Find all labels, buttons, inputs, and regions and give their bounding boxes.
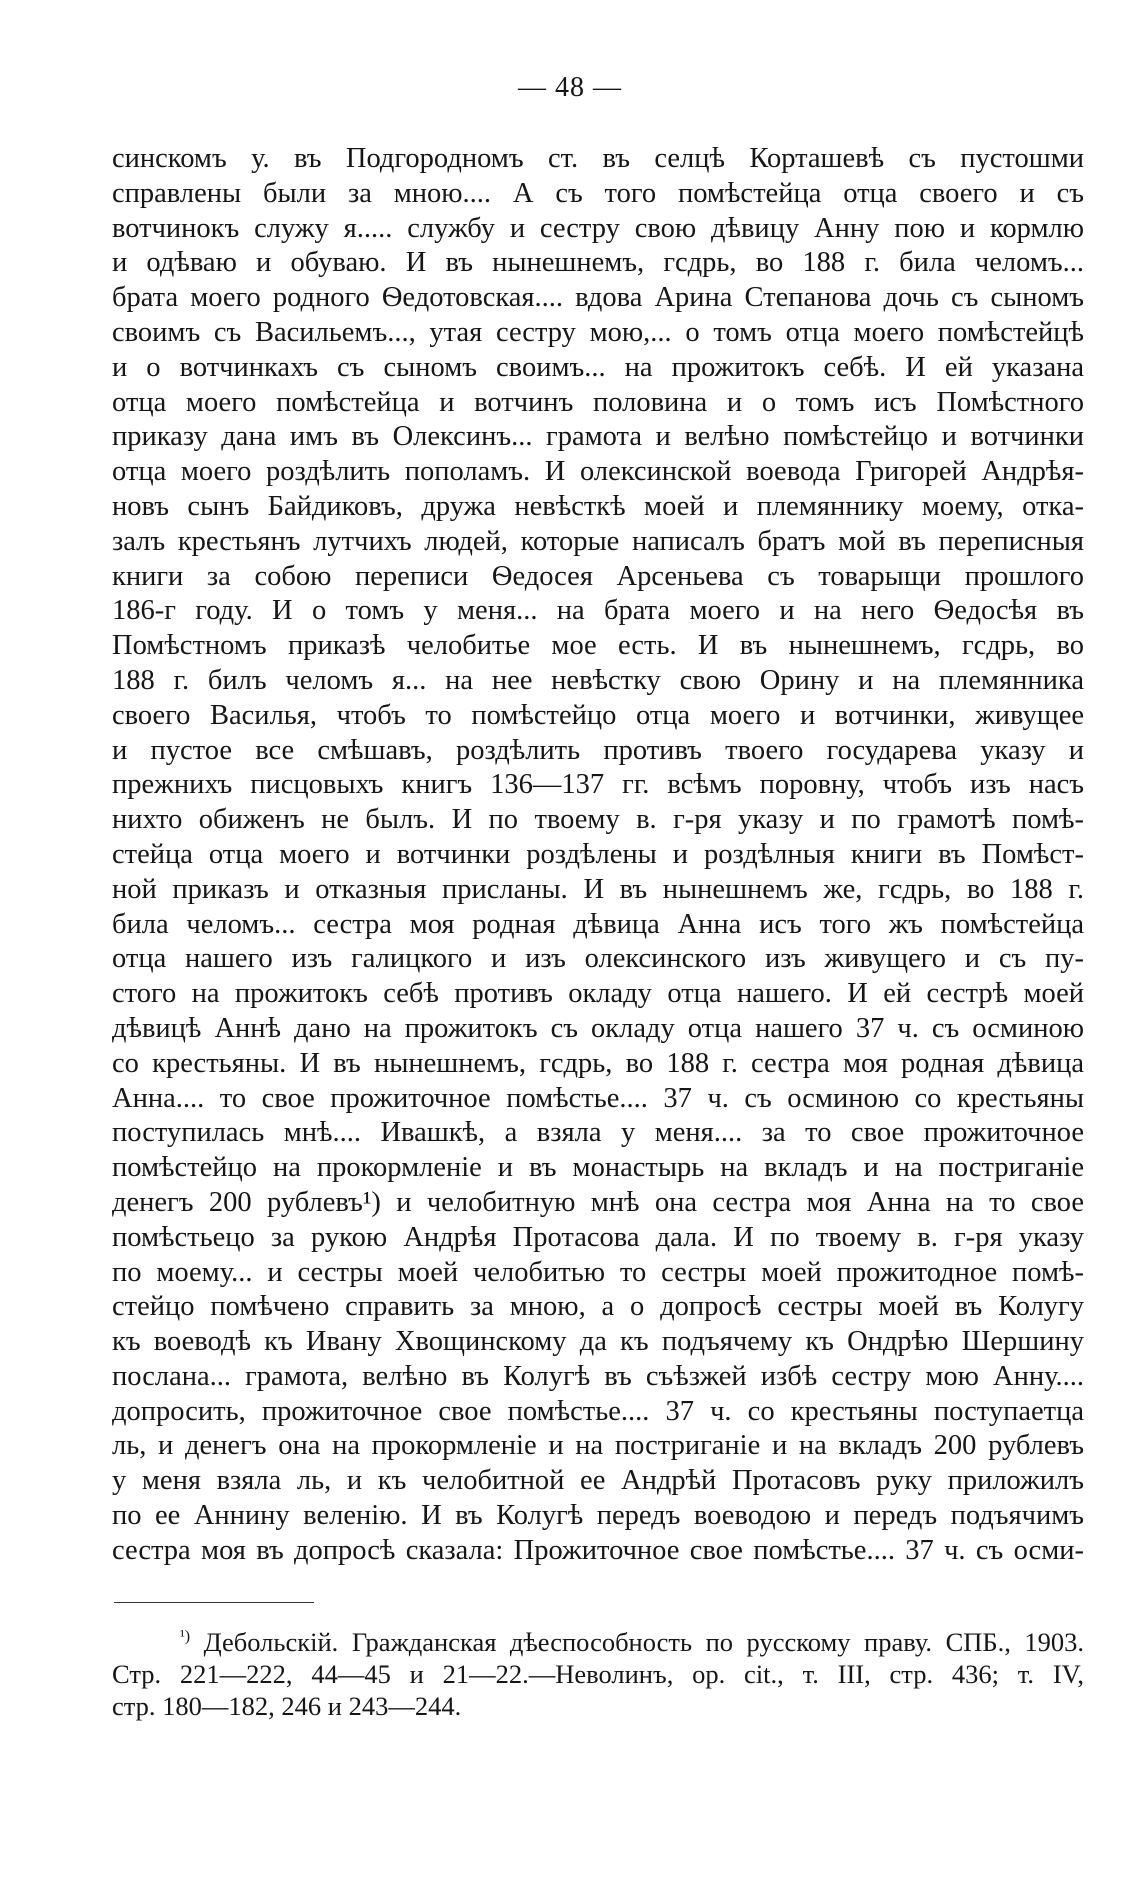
body-line: у меня взяла ль, и къ челобитной ее Андрѣй Протасовъ руку приложилъ: [112, 1465, 1084, 1497]
body-line: отца моего помѣстейца и вотчинъ половина и о томъ исъ Помѣстного: [112, 386, 1084, 418]
body-line: отца нашего изъ галицкого и изъ олексинского изъ живущего и съ пу-: [112, 943, 1084, 975]
footnotes: [112, 1626, 1084, 1722]
body-line: и одѣваю и обуваю. И въ нынешнемъ, гсдрь, во 188 г. била челомъ...: [112, 247, 1084, 279]
body-line: помѣстьецо за рукою Андрѣя Протасова дала. И по твоему в. г-ря указу: [112, 1221, 1084, 1253]
body-line: отца моего роздѣлить пополамъ. И олексинской воевода Григорей Андрѣя-: [112, 456, 1084, 488]
body-line: ной приказъ и отказныя присланы. И въ нынешнемъ же, гсдрь, во 188 г.: [112, 873, 1084, 905]
body-line: брата моего родного Ѳедотовская.... вдова Арина Степанова дочь съ сыномъ: [112, 282, 1084, 314]
body-line: по моему... и сестры моей челобитью то сестры моей прожитодное помѣ-: [112, 1256, 1084, 1288]
body-line: справлены были за мною.... А съ того помѣстейца отца своего и съ: [112, 177, 1084, 209]
body-line: книги за собою переписи Ѳедосея Арсеньева съ товарыщи прошлого: [112, 560, 1084, 592]
footnote-line: Стр. 221—222, 44—45 и 21—22.—Неволинъ, ор. cit., т. III, стр. 436; т. IV,: [112, 1659, 1084, 1689]
body-line: прежнихъ писцовыхъ книгъ 136—137 гг. всѣмъ поровну, чтобъ изъ насъ: [112, 769, 1084, 801]
body-line: своего Василья, чтобъ то помѣстейцо отца моего и вотчинки, живущее: [112, 699, 1084, 731]
body-text: [112, 142, 1084, 1569]
footnote-line: стр. 180—182, 246 и 243—244.: [112, 1691, 462, 1721]
body-line: и пустое все смѣшавъ, роздѣлить противъ твоего государева указу и: [112, 734, 1084, 766]
body-line: стейца отца моего и вотчинки роздѣлены и роздѣлныя книги въ Помѣст-: [112, 838, 1084, 870]
body-line: со крестьяны. И въ нынешнемъ, гсдрь, во 188 г. сестра моя родная дѣвица: [112, 1047, 1084, 1079]
body-line: вотчинокъ служу я..... службу и сестру свою дѣвицу Анну пою и кормлю: [112, 212, 1084, 244]
body-line: сестра моя въ допросѣ сказала: Прожиточное свое помѣстье.... 37 ч. съ осми-: [112, 1534, 1084, 1566]
footnote-line: [112, 1626, 1084, 1658]
footnote-text: Дебольскій. Гражданская дѣеспособность по русскому праву. СПБ., 1903.: [203, 1627, 1084, 1657]
body-line: приказу дана имъ въ Олексинъ... грамота и велѣно помѣстейцо и вотчинки: [112, 421, 1084, 453]
body-line: стого на прожитокъ себѣ противъ окладу отца нашего. И ей сестрѣ моей: [112, 978, 1084, 1010]
body-line: денегъ 200 рублевъ¹) и челобитную мнѣ она сестра моя Анна на то свое: [112, 1186, 1084, 1218]
body-line: допросить, прожиточное свое помѣстье.... 37 ч. со крестьяны поступаетца: [112, 1395, 1084, 1427]
body-line: къ воеводѣ къ Ивану Хвощинскому да къ подъячему къ Ондрѣю Шершину: [112, 1326, 1084, 1358]
body-line: Помѣстномъ приказѣ челобитье мое есть. И въ нынешнемъ, гсдрь, во: [112, 630, 1084, 662]
body-line: синскомъ у. въ Подгородномъ ст. въ селцѣ Корташевѣ съ пустошми: [112, 143, 1084, 174]
body-line: дѣвицѣ Аннѣ дано на прожитокъ съ окладу отца нашего 37 ч. съ осминою: [112, 1012, 1084, 1044]
body-line: и о вотчинкахъ съ сыномъ своимъ... на прожитокъ себѣ. И ей указана: [112, 351, 1084, 383]
body-line: новъ сынъ Байдиковъ, дружа невѣсткѣ моей и племяннику моему, отка-: [112, 490, 1084, 522]
body-line: залъ крестьянъ лутчихъ людей, которые написалъ братъ мой въ переписныя: [112, 525, 1084, 557]
body-line: ль, и денегъ она на прокормленіе и на постриганіе и на вкладъ 200 рублевъ: [112, 1430, 1084, 1462]
body-line: по ее Аннину веленію. И въ Колугѣ передъ воеводою и передъ подъячимъ: [112, 1500, 1084, 1532]
footnote-marker: ¹): [180, 1628, 191, 1645]
body-line: своимъ съ Васильемъ..., утая сестру мою,... о томъ отца моего помѣстейцѣ: [112, 316, 1084, 348]
body-line: послана... грамота, велѣно въ Колугѣ въ съѣзжей избѣ сестру мою Анну....: [112, 1360, 1084, 1392]
body-line: била челомъ... сестра моя родная дѣвица Анна исъ того жъ помѣстейца: [112, 908, 1084, 940]
body-line: Анна.... то свое прожиточное помѣстье.... 37 ч. съ осминою со крестьяны: [112, 1082, 1084, 1114]
page-number: — 48 —: [518, 72, 622, 103]
body-line: стейцо помѣчено справить за мною, а о допросѣ сестры моей въ Колугу: [112, 1291, 1084, 1323]
body-line: помѣстейцо на прокормленіе и въ монастырь на вкладъ и на постриганіе: [112, 1152, 1084, 1184]
footnote-divider: [114, 1602, 314, 1603]
body-line: поступилась мнѣ.... Ивашкѣ, а взяла у меня.... за то свое прожиточное: [112, 1117, 1084, 1149]
body-line: 188 г. билъ челомъ я... на нее невѣстку свою Орину и на племянника: [112, 664, 1084, 696]
body-line: 186-г году. И о томъ у меня... на брата моего и на него Ѳедосѣя въ: [112, 595, 1084, 627]
body-line: нихто обиженъ не былъ. И по твоему в. г-ря указу и по грамотѣ помѣ-: [112, 804, 1084, 836]
